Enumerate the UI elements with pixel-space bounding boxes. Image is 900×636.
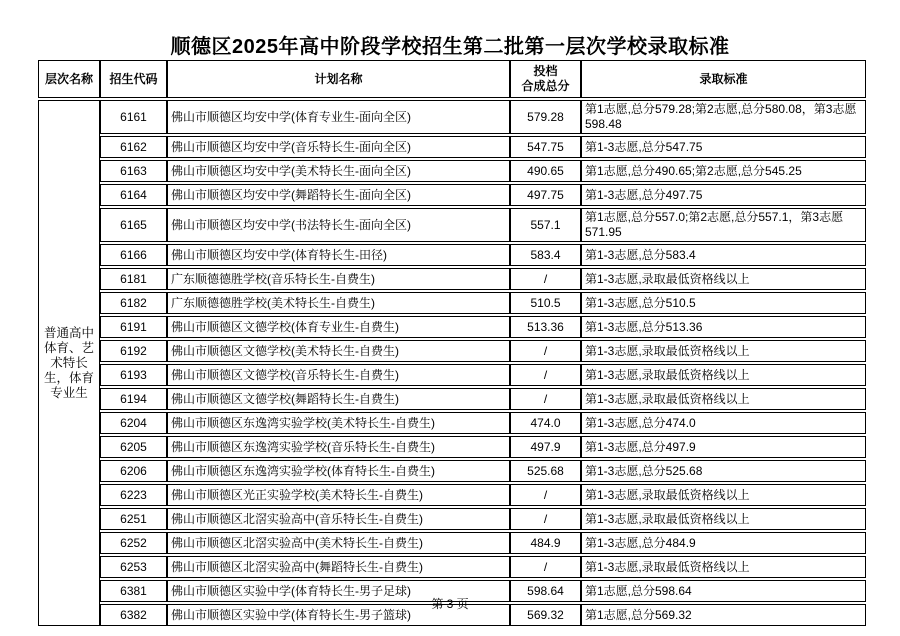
header-standard: 录取标准 [581,60,866,98]
table-row [38,160,866,182]
row-plan-name-cell: 佛山市顺德区均安中学(舞蹈特长生-面向全区) [167,184,510,206]
table-row [38,508,866,530]
row-plan-name-cell: 佛山市顺德区均安中学(体育特长生-田径) [167,244,510,266]
row-standard-cell: 第1-3志愿,录取最低资格线以上 [581,556,866,578]
table-row [38,412,866,434]
row-standard-cell: 第1志愿,总分579.28;第2志愿,总分580.08，第3志愿598.48 [581,100,866,134]
row-code-cell: 6251 [100,508,167,530]
header-plan: 计划名称 [167,60,510,98]
row-code-cell: 6252 [100,532,167,554]
table-row [38,136,866,158]
row-code-cell: 6381 [100,580,167,602]
row-score-cell: / [510,508,581,530]
row-standard-cell: 第1-3志愿,录取最低资格线以上 [581,340,866,362]
row-standard-cell: 第1志愿,总分598.64 [581,580,866,602]
row-standard-cell: 第1-3志愿,录取最低资格线以上 [581,508,866,530]
header-level: 层次名称 [38,60,100,98]
row-code-cell: 6205 [100,436,167,458]
row-score-cell: / [510,364,581,386]
row-code-cell: 6181 [100,268,167,290]
table-row [38,100,866,134]
header-code: 招生代码 [100,60,167,98]
row-standard-cell: 第1-3志愿,总分547.75 [581,136,866,158]
row-score-cell: 510.5 [510,292,581,314]
page-number: 第 3 页 [431,597,469,611]
row-standard-cell: 第1-3志愿,总分513.36 [581,316,866,338]
row-code-cell: 6164 [100,184,167,206]
row-score-cell: / [510,268,581,290]
table-row [38,208,866,242]
row-plan-name-cell: 佛山市顺德区文德学校(美术特长生-自费生) [167,340,510,362]
row-score-cell: 583.4 [510,244,581,266]
row-plan-name-cell: 佛山市顺德区均安中学(美术特长生-面向全区) [167,160,510,182]
level-category-cell: 普通高中体育、艺术特长生，体育专业生 [38,100,100,626]
row-standard-cell: 第1-3志愿,总分583.4 [581,244,866,266]
row-code-cell: 6204 [100,412,167,434]
table-row [38,484,866,506]
table-row [38,556,866,578]
row-plan-name-cell: 佛山市顺德区光正实验学校(美术特长生-自费生) [167,484,510,506]
row-code-cell: 6191 [100,316,167,338]
row-score-cell: 490.65 [510,160,581,182]
row-code-cell: 6206 [100,460,167,482]
row-plan-name-cell: 佛山市顺德区北滘实验高中(舞蹈特长生-自费生) [167,556,510,578]
row-standard-cell: 第1-3志愿,总分484.9 [581,532,866,554]
row-score-cell: 557.1 [510,208,581,242]
table-row [38,244,866,266]
row-plan-name-cell: 广东顺德德胜学校(美术特长生-自费生) [167,292,510,314]
table-row [38,268,866,290]
page-title: 顺德区2025年高中阶段学校招生第二批第一层次学校录取标准 [170,36,730,58]
row-plan-name-cell: 广东顺德德胜学校(音乐特长生-自费生) [167,268,510,290]
table-row [38,292,866,314]
row-plan-name-cell: 佛山市顺德区北滘实验高中(音乐特长生-自费生) [167,508,510,530]
row-standard-cell: 第1志愿,总分569.32 [581,604,866,626]
row-standard-cell: 第1-3志愿,总分497.75 [581,184,866,206]
row-code-cell: 6182 [100,292,167,314]
row-code-cell: 6161 [100,100,167,134]
row-score-cell: / [510,388,581,410]
table-body [38,100,866,626]
row-score-cell: 497.9 [510,436,581,458]
row-plan-name-cell: 佛山市顺德区实验中学(体育特长生-男子足球) [167,580,510,602]
row-standard-cell: 第1-3志愿,录取最低资格线以上 [581,268,866,290]
table-header-row [38,60,866,98]
row-code-cell: 6194 [100,388,167,410]
row-code-cell: 6165 [100,208,167,242]
row-score-cell: / [510,484,581,506]
table-row [38,316,866,338]
row-score-cell: 579.28 [510,100,581,134]
row-code-cell: 6166 [100,244,167,266]
row-standard-cell: 第1-3志愿,录取最低资格线以上 [581,484,866,506]
row-standard-cell: 第1志愿,总分557.0;第2志愿,总分557.1，第3志愿571.95 [581,208,866,242]
row-code-cell: 6192 [100,340,167,362]
row-score-cell: 513.36 [510,316,581,338]
row-plan-name-cell: 佛山市顺德区东逸湾实验学校(音乐特长生-自费生) [167,436,510,458]
row-standard-cell: 第1-3志愿,总分525.68 [581,460,866,482]
header-score-line1: 投档 [533,64,558,78]
row-plan-name-cell: 佛山市顺德区均安中学(体育专业生-面向全区) [167,100,510,134]
row-code-cell: 6162 [100,136,167,158]
row-code-cell: 6382 [100,604,167,626]
row-score-cell: / [510,556,581,578]
row-standard-cell: 第1-3志愿,总分497.9 [581,436,866,458]
row-plan-name-cell: 佛山市顺德区均安中学(音乐特长生-面向全区) [167,136,510,158]
table-row [38,340,866,362]
row-plan-name-cell: 佛山市顺德区东逸湾实验学校(体育特长生-自费生) [167,460,510,482]
row-standard-cell: 第1志愿,总分490.65;第2志愿,总分545.25 [581,160,866,182]
table-row [38,184,866,206]
row-plan-name-cell: 佛山市顺德区文德学校(体育专业生-自费生) [167,316,510,338]
row-standard-cell: 第1-3志愿,录取最低资格线以上 [581,364,866,386]
row-standard-cell: 第1-3志愿,总分510.5 [581,292,866,314]
table-row [38,436,866,458]
admission-standards-table [38,58,866,628]
row-code-cell: 6253 [100,556,167,578]
row-score-cell: 547.75 [510,136,581,158]
row-code-cell: 6163 [100,160,167,182]
row-plan-name-cell: 佛山市顺德区文德学校(音乐特长生-自费生) [167,364,510,386]
row-plan-name-cell: 佛山市顺德区文德学校(舞蹈特长生-自费生) [167,388,510,410]
row-plan-name-cell: 佛山市顺德区均安中学(书法特长生-面向全区) [167,208,510,242]
row-standard-cell: 第1-3志愿,总分474.0 [581,412,866,434]
row-score-cell: / [510,340,581,362]
row-score-cell: 598.64 [510,580,581,602]
row-score-cell: 497.75 [510,184,581,206]
header-score [510,60,581,98]
row-plan-name-cell: 佛山市顺德区东逸湾实验学校(美术特长生-自费生) [167,412,510,434]
row-score-cell: 474.0 [510,412,581,434]
header-score-line2: 合成总分 [521,79,570,93]
row-score-cell: 484.9 [510,532,581,554]
row-code-cell: 6193 [100,364,167,386]
row-plan-name-cell: 佛山市顺德区北滘实验高中(美术特长生-自费生) [167,532,510,554]
row-code-cell: 6223 [100,484,167,506]
row-standard-cell: 第1-3志愿,录取最低资格线以上 [581,388,866,410]
row-score-cell: 569.32 [510,604,581,626]
table-row [38,388,866,410]
table-row [38,364,866,386]
row-score-cell: 525.68 [510,460,581,482]
table-row [38,460,866,482]
row-plan-name-cell: 佛山市顺德区实验中学(体育特长生-男子篮球) [167,604,510,626]
table-row [38,532,866,554]
